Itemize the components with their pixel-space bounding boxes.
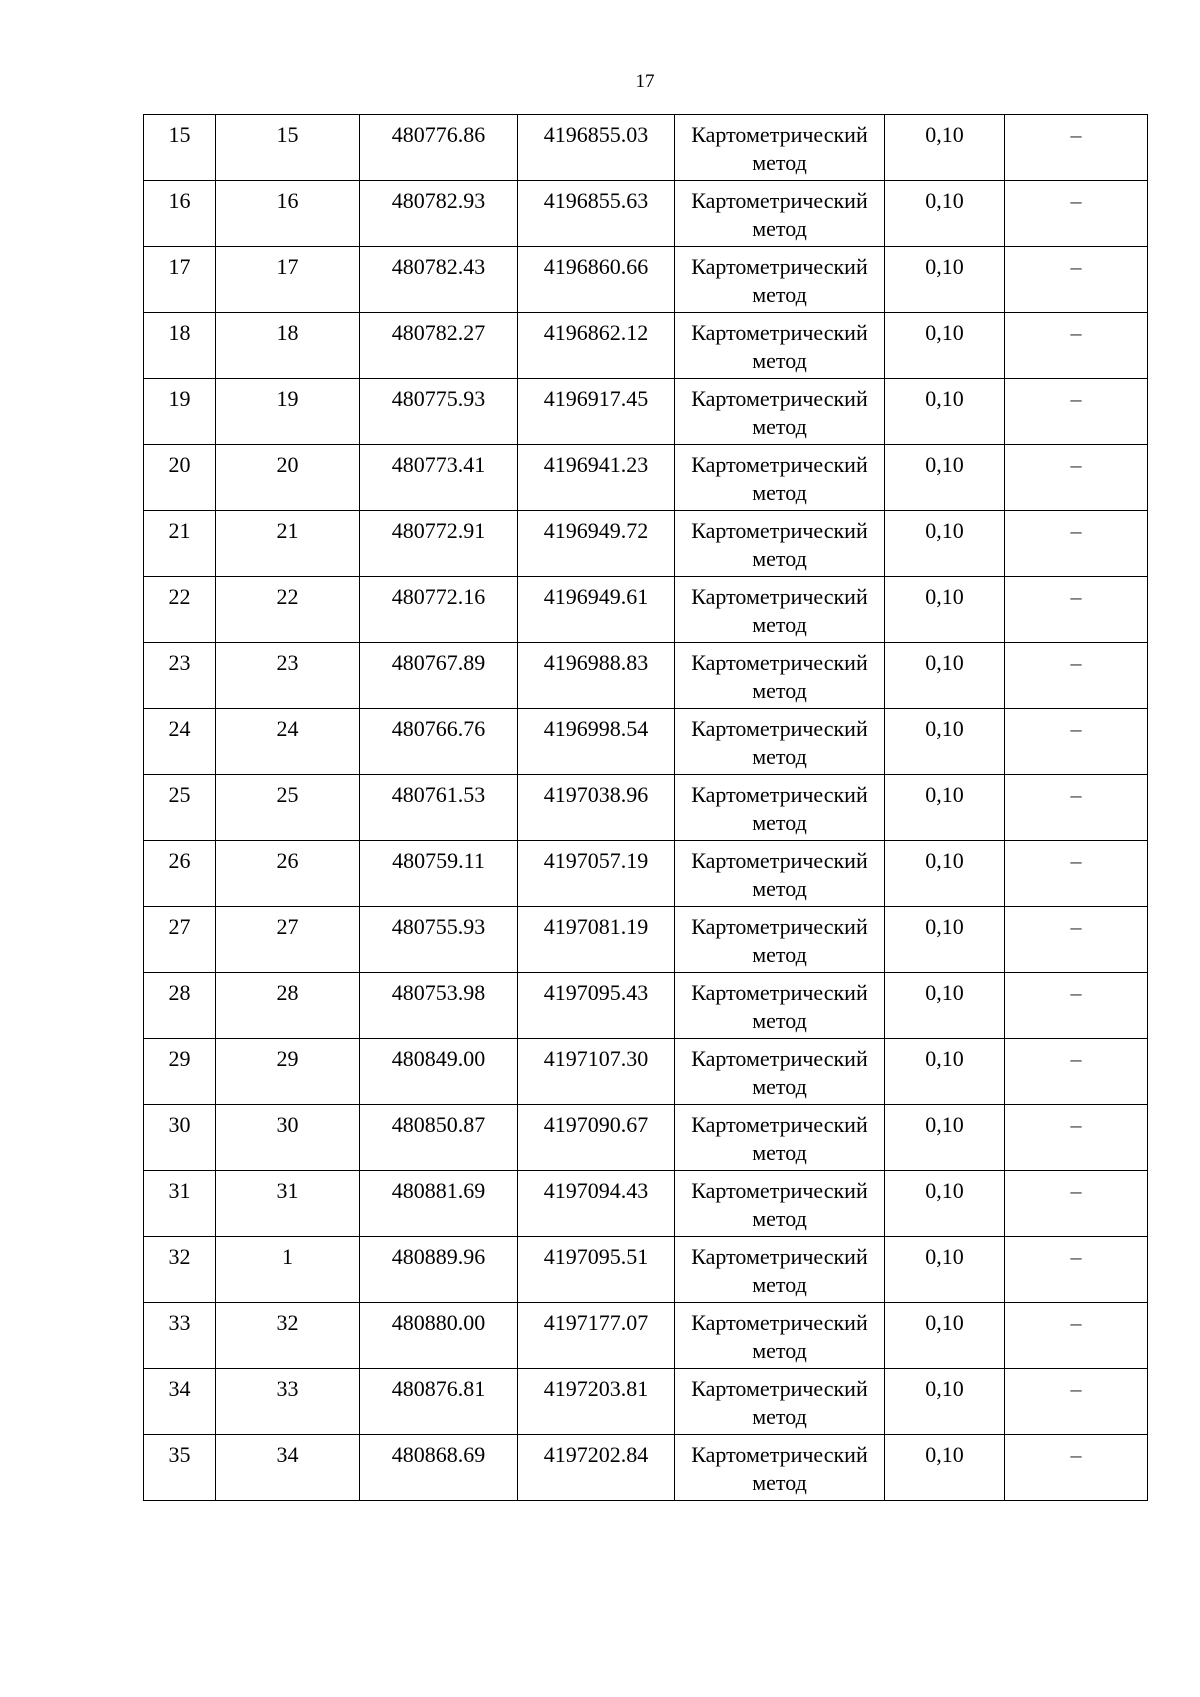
row-number-cell: 18: [144, 313, 216, 379]
table-row: [144, 775, 1148, 841]
table-row: [144, 1171, 1148, 1237]
point-number-cell: 21: [216, 511, 360, 577]
y-coordinate-cell: 4196949.72: [518, 511, 675, 577]
note-cell: –: [1005, 181, 1148, 247]
method-cell: Картометрический метод: [675, 1303, 885, 1369]
table-row: [144, 1039, 1148, 1105]
table-row: [144, 1105, 1148, 1171]
accuracy-cell: 0,10: [885, 1303, 1005, 1369]
row-number-cell: 25: [144, 775, 216, 841]
y-coordinate-cell: 4196862.12: [518, 313, 675, 379]
accuracy-cell: 0,10: [885, 247, 1005, 313]
x-coordinate-cell: 480782.27: [360, 313, 518, 379]
y-coordinate-cell: 4197203.81: [518, 1369, 675, 1435]
y-coordinate-cell: 4196949.61: [518, 577, 675, 643]
accuracy-cell: 0,10: [885, 115, 1005, 181]
x-coordinate-cell: 480767.89: [360, 643, 518, 709]
x-coordinate-cell: 480753.98: [360, 973, 518, 1039]
accuracy-cell: 0,10: [885, 775, 1005, 841]
note-cell: –: [1005, 115, 1148, 181]
y-coordinate-cell: 4197057.19: [518, 841, 675, 907]
accuracy-cell: 0,10: [885, 643, 1005, 709]
table-row: [144, 841, 1148, 907]
point-number-cell: 23: [216, 643, 360, 709]
row-number-cell: 35: [144, 1435, 216, 1501]
note-cell: –: [1005, 1039, 1148, 1105]
accuracy-cell: 0,10: [885, 1039, 1005, 1105]
table-row: [144, 115, 1148, 181]
x-coordinate-cell: 480772.91: [360, 511, 518, 577]
point-number-cell: 15: [216, 115, 360, 181]
method-cell: Картометрический метод: [675, 115, 885, 181]
x-coordinate-cell: 480761.53: [360, 775, 518, 841]
accuracy-cell: 0,10: [885, 907, 1005, 973]
y-coordinate-cell: 4197095.51: [518, 1237, 675, 1303]
note-cell: –: [1005, 1435, 1148, 1501]
method-cell: Картометрический метод: [675, 1369, 885, 1435]
y-coordinate-cell: 4196855.03: [518, 115, 675, 181]
accuracy-cell: 0,10: [885, 1237, 1005, 1303]
table-row: [144, 379, 1148, 445]
note-cell: –: [1005, 1171, 1148, 1237]
method-cell: Картометрический метод: [675, 181, 885, 247]
y-coordinate-cell: 4197107.30: [518, 1039, 675, 1105]
method-cell: Картометрический метод: [675, 313, 885, 379]
table-row: [144, 181, 1148, 247]
table-row: [144, 1303, 1148, 1369]
row-number-cell: 20: [144, 445, 216, 511]
accuracy-cell: 0,10: [885, 709, 1005, 775]
table-row: [144, 643, 1148, 709]
point-number-cell: 18: [216, 313, 360, 379]
method-cell: Картометрический метод: [675, 973, 885, 1039]
method-cell: Картометрический метод: [675, 1171, 885, 1237]
method-cell: Картометрический метод: [675, 1039, 885, 1105]
y-coordinate-cell: 4197177.07: [518, 1303, 675, 1369]
x-coordinate-cell: 480782.43: [360, 247, 518, 313]
row-number-cell: 15: [144, 115, 216, 181]
y-coordinate-cell: 4197202.84: [518, 1435, 675, 1501]
method-cell: Картометрический метод: [675, 1105, 885, 1171]
x-coordinate-cell: 480782.93: [360, 181, 518, 247]
accuracy-cell: 0,10: [885, 577, 1005, 643]
method-cell: Картометрический метод: [675, 841, 885, 907]
accuracy-cell: 0,10: [885, 511, 1005, 577]
note-cell: –: [1005, 1237, 1148, 1303]
row-number-cell: 30: [144, 1105, 216, 1171]
point-number-cell: 30: [216, 1105, 360, 1171]
row-number-cell: 24: [144, 709, 216, 775]
point-number-cell: 28: [216, 973, 360, 1039]
method-cell: Картометрический метод: [675, 709, 885, 775]
note-cell: –: [1005, 1369, 1148, 1435]
note-cell: –: [1005, 577, 1148, 643]
method-cell: Картометрический метод: [675, 1237, 885, 1303]
table-row: [144, 907, 1148, 973]
table-row: [144, 247, 1148, 313]
accuracy-cell: 0,10: [885, 379, 1005, 445]
point-number-cell: 22: [216, 577, 360, 643]
row-number-cell: 27: [144, 907, 216, 973]
x-coordinate-cell: 480881.69: [360, 1171, 518, 1237]
table-row: [144, 709, 1148, 775]
x-coordinate-cell: 480776.86: [360, 115, 518, 181]
note-cell: –: [1005, 1105, 1148, 1171]
row-number-cell: 28: [144, 973, 216, 1039]
x-coordinate-cell: 480880.00: [360, 1303, 518, 1369]
table-row: [144, 1369, 1148, 1435]
y-coordinate-cell: 4196998.54: [518, 709, 675, 775]
note-cell: –: [1005, 1303, 1148, 1369]
y-coordinate-cell: 4197081.19: [518, 907, 675, 973]
note-cell: –: [1005, 313, 1148, 379]
x-coordinate-cell: 480773.41: [360, 445, 518, 511]
method-cell: Картометрический метод: [675, 643, 885, 709]
row-number-cell: 19: [144, 379, 216, 445]
row-number-cell: 34: [144, 1369, 216, 1435]
point-number-cell: 32: [216, 1303, 360, 1369]
row-number-cell: 16: [144, 181, 216, 247]
point-number-cell: 25: [216, 775, 360, 841]
table-row: [144, 1237, 1148, 1303]
table-row: [144, 1435, 1148, 1501]
point-number-cell: 20: [216, 445, 360, 511]
y-coordinate-cell: 4197038.96: [518, 775, 675, 841]
method-cell: Картометрический метод: [675, 379, 885, 445]
y-coordinate-cell: 4196941.23: [518, 445, 675, 511]
note-cell: –: [1005, 247, 1148, 313]
point-number-cell: 26: [216, 841, 360, 907]
accuracy-cell: 0,10: [885, 181, 1005, 247]
x-coordinate-cell: 480849.00: [360, 1039, 518, 1105]
row-number-cell: 17: [144, 247, 216, 313]
table-row: [144, 973, 1148, 1039]
point-number-cell: 33: [216, 1369, 360, 1435]
accuracy-cell: 0,10: [885, 1435, 1005, 1501]
note-cell: –: [1005, 775, 1148, 841]
coordinates-table: [143, 114, 1148, 1501]
y-coordinate-cell: 4196860.66: [518, 247, 675, 313]
note-cell: –: [1005, 841, 1148, 907]
row-number-cell: 33: [144, 1303, 216, 1369]
accuracy-cell: 0,10: [885, 1369, 1005, 1435]
x-coordinate-cell: 480850.87: [360, 1105, 518, 1171]
x-coordinate-cell: 480775.93: [360, 379, 518, 445]
table-body: [144, 115, 1148, 1501]
note-cell: –: [1005, 511, 1148, 577]
accuracy-cell: 0,10: [885, 841, 1005, 907]
x-coordinate-cell: 480876.81: [360, 1369, 518, 1435]
method-cell: Картометрический метод: [675, 247, 885, 313]
note-cell: –: [1005, 379, 1148, 445]
note-cell: –: [1005, 709, 1148, 775]
y-coordinate-cell: 4197090.67: [518, 1105, 675, 1171]
point-number-cell: 29: [216, 1039, 360, 1105]
note-cell: –: [1005, 973, 1148, 1039]
x-coordinate-cell: 480868.69: [360, 1435, 518, 1501]
method-cell: Картометрический метод: [675, 775, 885, 841]
accuracy-cell: 0,10: [885, 445, 1005, 511]
point-number-cell: 16: [216, 181, 360, 247]
row-number-cell: 31: [144, 1171, 216, 1237]
y-coordinate-cell: 4197094.43: [518, 1171, 675, 1237]
row-number-cell: 29: [144, 1039, 216, 1105]
row-number-cell: 32: [144, 1237, 216, 1303]
page-number: 17: [635, 71, 655, 92]
accuracy-cell: 0,10: [885, 1105, 1005, 1171]
row-number-cell: 22: [144, 577, 216, 643]
table-row: [144, 511, 1148, 577]
point-number-cell: 17: [216, 247, 360, 313]
method-cell: Картометрический метод: [675, 511, 885, 577]
point-number-cell: 24: [216, 709, 360, 775]
accuracy-cell: 0,10: [885, 313, 1005, 379]
table-row: [144, 313, 1148, 379]
y-coordinate-cell: 4196988.83: [518, 643, 675, 709]
point-number-cell: 1: [216, 1237, 360, 1303]
row-number-cell: 26: [144, 841, 216, 907]
accuracy-cell: 0,10: [885, 973, 1005, 1039]
x-coordinate-cell: 480759.11: [360, 841, 518, 907]
point-number-cell: 34: [216, 1435, 360, 1501]
point-number-cell: 19: [216, 379, 360, 445]
x-coordinate-cell: 480755.93: [360, 907, 518, 973]
note-cell: –: [1005, 445, 1148, 511]
x-coordinate-cell: 480772.16: [360, 577, 518, 643]
method-cell: Картометрический метод: [675, 907, 885, 973]
row-number-cell: 23: [144, 643, 216, 709]
note-cell: –: [1005, 643, 1148, 709]
method-cell: Картометрический метод: [675, 1435, 885, 1501]
y-coordinate-cell: 4197095.43: [518, 973, 675, 1039]
x-coordinate-cell: 480889.96: [360, 1237, 518, 1303]
y-coordinate-cell: 4196917.45: [518, 379, 675, 445]
accuracy-cell: 0,10: [885, 1171, 1005, 1237]
point-number-cell: 27: [216, 907, 360, 973]
row-number-cell: 21: [144, 511, 216, 577]
x-coordinate-cell: 480766.76: [360, 709, 518, 775]
table-row: [144, 577, 1148, 643]
method-cell: Картометрический метод: [675, 445, 885, 511]
note-cell: –: [1005, 907, 1148, 973]
y-coordinate-cell: 4196855.63: [518, 181, 675, 247]
method-cell: Картометрический метод: [675, 577, 885, 643]
table-row: [144, 445, 1148, 511]
point-number-cell: 31: [216, 1171, 360, 1237]
